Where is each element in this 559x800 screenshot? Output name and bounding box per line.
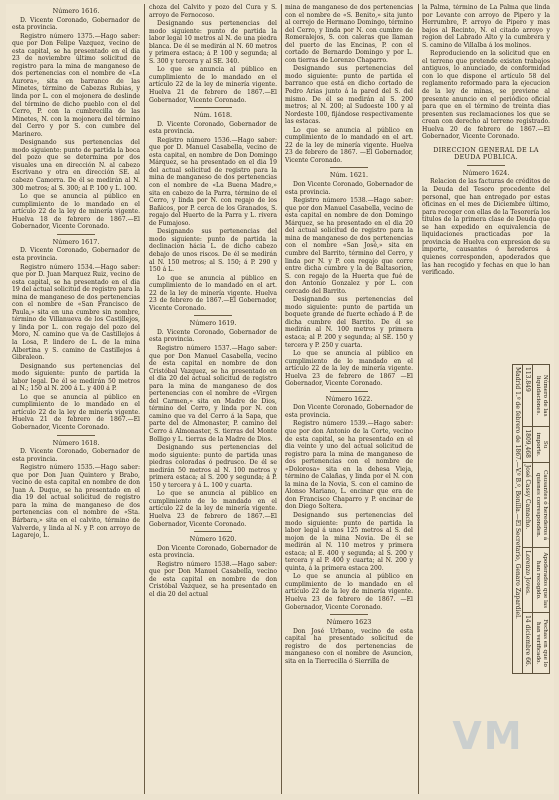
- paragraph: Designando sus pertenencias del modo siguiente: punto de partida unas piedras coloradas ó pedrusco. De él se medirán 50 metros al N. 100 metros y primera estaca; al S. 200 y segunda; á P. 150 y tercera y á L. 100 y cuarta.: [149, 444, 277, 489]
- paragraph: Designando sus pertenencias del modo siguiente: punto de partida la labor legal á unos 125 metros al S. del mojon de la mina Novia. De él se medirán al N. 110 metros y primera estaca; al E. 400 y segunda; al S. 200 y tercera y al P. 400 y cuarta; al N. 200 y quinta, á la primera estaca 200.: [285, 512, 413, 572]
- paragraph: Don Vicente Coronado, Gobernador de esta provincia.: [285, 181, 413, 196]
- paragraph: Lo que se anuncia al público en cumplimiento de lo mandado en el artículo 22 de la ley de minería vigente. Huelva 21 de febrero de 1867.—El Gobernador, Vicente Coronado.: [12, 393, 140, 431]
- column-divider: [144, 4, 145, 794]
- notice-number: Número 1617.: [52, 237, 100, 246]
- paragraph: Lo que se anuncia al público en cumplimiento de lo mandado en el artículo 22 de la ley de minería vigente. Huelva 23 de febrero de 1867. —El Gobernador, Vicente Coronado.: [285, 573, 413, 611]
- column-4-text: [422, 4, 550, 277]
- paragraph: Reproduciendo en la solicitud que en el terreno que pretende existen trabajos antiguos, lo anunciado, de conformidad con lo que dispone el artículo 58 del reglamento reformado para la ejecucion de la ley de minas, se previene al presente anuncio en el periódico oficial para que en el término de treinta dias presenten sus reclamaciones los que se crean con derecho al terreno registrado. Huelva 20 de febrero de 1867.—El Gobernador, Vicente Coronado.: [422, 50, 550, 141]
- notice-number: Número 1616.: [52, 7, 100, 15]
- paragraph: Don José Urbano, vecino de esta capital ha presentado solicitud de registro de dos pertenencias de manganeso con el nombre de Asuncion, sita en la Tierrecilla ó Sierrilla de: [285, 627, 413, 665]
- table-cell: José Cassy Camacho.: [523, 462, 533, 548]
- table-header: Causantes ó herederos á quienes corresponden.: [533, 462, 550, 548]
- section-rule: [330, 167, 368, 168]
- paragraph: Lo que se anuncia al público en cumplimiento de lo mandado en el artículo 22 de la ley de minería vigente. Huelva 23 de febrero de 1867.—El Gobernador, Vicente Coronado.: [149, 490, 277, 528]
- table-cell: 113.849: [523, 365, 533, 427]
- notice-number: Número 1618.: [52, 438, 100, 447]
- paragraph: Registro número 1375.—Hago saber: que por Don Felipe Vazquez, vecino de esta capital, se ha presentado en el dia 23 de noviembre último solicitud de registro para la mina de manganeso de dos pertenencias con el nombre de «La Aurora», sita en barranco de las Minetes, término de Cabezas Rubias, y linda por L. con el mojonera de deslinde del término de dicho pueblo con el del Cerro, P. con la cumbrecilla de las Minetes, N. con la mojonera del término del Cerro y por S. con cumbre del Marinero.: [12, 32, 140, 138]
- library-stamp: VM: [452, 714, 524, 758]
- paragraph: choza del Calvito y pozo del Cura y S. arroyo de Fernocoso.: [149, 4, 277, 19]
- table-header: Fechas en que lo han verificado.: [533, 613, 550, 674]
- paragraph: Don Vicente Coronado, Gobernador de esta provincia.: [285, 404, 413, 419]
- notice-number: Número 1624.: [462, 168, 510, 177]
- paragraph: Lo que se anuncia al público en cumplimiento de lo mandado en el artículo 22 de la ley de minería vigente. Huelva 21 de febrero de 1867.—El Gobernador, Vicente Coronado.: [149, 66, 277, 104]
- paragraph: Registro número 1535.—Hago saber: que por Don Juan Quintero y Brabo, vecino de esta capital en nombre de don Juan A. Duque, se ha presentado en el dia 19 del actual solicitud de registro para la mina de manganeso de dos pertenencias con el nombre de «Sta. Bárbara,» sita en el calvito, término de Valverde, y linda al N. y P. con arroyo de Lagarejo, L.: [12, 464, 140, 540]
- paragraph: Designando sus pertenencias del modo siguiente: punto de partida un boquete grande de fuerte echado á P. de dicha cumbre del Barrito. De él se medirán al N. 100 metros y primera estaca; al P. 200 y segunda; al SE. 150 y tercera y P. 250 y cuarta.: [285, 296, 413, 349]
- section-rule: [194, 107, 232, 108]
- table-header: Su importe.: [533, 427, 550, 463]
- paragraph: Designando sus pertenencias del modo siguiente: punto de partida la labor legal 10 metros al N. de una piedra blanca. De él se medirán al N. 60 metros y primera estaca; á P. 100 y segunda; al S. 300 y tercera y al SE. 340.: [149, 20, 277, 65]
- paragraph: Registro número 1538.—Hago saber: que por Don Manuel Casabella, vecino de esta capital en nombre de don Cristóbal Vazquez, se ha presentado en el dia 20 del actual: [149, 560, 277, 598]
- table-cell: 1809,468: [523, 427, 533, 463]
- paragraph: Lo que se anuncia al público en cumplimiento de lo mandado en el artículo 22 de la ley de minería vigente. Huelva 18 de febrero de 1867.—El Gobernador, Vicente Coronado.: [12, 193, 140, 231]
- paragraph: Designando sus pertenencias del modo siguiente: punto de partida la declinacion hácia L. de dicho cabezo debajo de unos riscos. De él se medirán al N. 150 metros; al S. 150; á P. 290 y 150 á L.: [149, 228, 277, 274]
- table-header: Número de las liquidaciones.: [533, 365, 550, 427]
- section-title: DIRECCION GENERAL DE LA DEUDA PÚBLICA.: [433, 145, 539, 162]
- paragraph: Relacion de las facturas de créditos de la Deuda del Tesoro procedente del personal, que han entregado por estas oficinas en el mes de Diciembre último, para recoger con ellas de la Tesorería los títulos de la primera clase de Deuda que se han expedido en equivalencia de liquidaciones practicadas por la provincia de Huelva con expresion de su importe, causantes ó herederos á quienes corresponden, apoderados que las han recogido y fechas en que lo han verificado.: [422, 178, 550, 277]
- paragraph: Registro número 1539.—Hago saber: que por don Antonio de la Corte, vecino de esta capital, se ha presentado en el dia veinte y uno del actual solicitud de registro para la mina de manganeso de dos pertenencias con el nombre de «Dolorosa» sita en la dehesa Vieja, término de Calañas, y linda por el N. con la mina de la Novia, S. con el camino de Alonso Mariano, L. encinar que era de don Francisco Chaparro y P. encinar de don Diego Soltera.: [285, 420, 413, 511]
- section-rule: [330, 391, 368, 392]
- section-rule: [57, 435, 95, 436]
- paragraph: mina de manganeso de dos pertenencias con el nombre de «S. Benito,» sita junto al cerrejo de Hermano Domingo, término del Cerro, y linda por N. con cumbre de Romeralejos, S. con caleras que llaman del puerto de las Encinas, P. con el cortado de Bernardo Domingo y por L. con tierras de Lorenzo Chaparro.: [285, 4, 413, 64]
- paragraph: D. Vicente Coronado, Gobernador de esta provincia.: [149, 120, 277, 136]
- newspaper-page: [6, 4, 554, 794]
- paragraph: Designando sus pertenencias del modo siguiente: punto de partida la labor legal. De él se medirán 50 metros al N.; 150 al N. 200 á L. y 400 á P.: [12, 362, 140, 393]
- table-header: Apoderados que las han recogido.: [533, 548, 550, 613]
- paragraph: la Palma, término de La Palma que linda por Levante con arroyo de Pipero y la Herrumbre, P. arroyo de Pipero y mas bajos al Recinto, N. el citado arroyo y region del Labrado Alto y la cumbrera y S. camino de Villalba á los molinos.: [422, 4, 550, 49]
- section-rule: [467, 165, 505, 166]
- paragraph: Registro número 1534.—Hago saber: que por D. Juan Marquez Ruiz, vecino de esta capital, se ha presentado en el dia 19 del actual solicitud de registro para la mina de manganeso de dos pertenencias con el nombre de «San Francisco de Paula,» sita en una cumbre sin nombre, término de Villanueva de los Castillejos, y linda por L. con regajo del pozo del Moro, N. camino que va de Castillejos á la Losa, P. lindero de L. de la mina Albertina y S. camino de Castillejos á Gibraleon.: [12, 263, 140, 362]
- table-cell: Lorenzo Joves.: [523, 548, 533, 613]
- paragraph: D. Vicente Coronado, Gobernador de esta provincia.: [12, 448, 140, 463]
- section-rule: [194, 315, 232, 316]
- notice-number: Núm. 1621.: [329, 171, 369, 180]
- paragraph: Registro número 1536.—Hago saber: que por D. Manuel Casabella, vecino de esta capital, en nombre de Don Domingo Márquez, se ha presentado en el dia 19 del actual solicitud de registro para la mina de manganeso de dos pertenencias con el nombre de «La Buena Madre,» sita en cabezo de la Parra, término de el Cerro, y linda por N. con regajo de los Bañicos, por P. cerca de los Granados, S. regajo del Huerto de la Parra y L. rivera de Fumajoso.: [149, 136, 277, 227]
- column-divider: [281, 4, 282, 794]
- paragraph: Registro número 1538.—Hago saber: que por don Manuel Casabella, vecino de esta capital en nombre de don Domingo Márquez, se ha presentado en el dia 20 del actual solicitud de registro para la mina de manganeso de dos pertenencias con el nombre «San José,» sita en cumbre del Barrito, término del Cerro, y linda por N. y P. con regajo que corre entre dicha cumbre y la de Baltasorion, S. con regajo de la Huerta que fué de don Antonio Gonzalez y por L. con cercado del Barrito.: [285, 197, 413, 295]
- notice-number: Número 1619.: [189, 319, 237, 328]
- paragraph: Lo que se anuncia al público en cumplimiento de lo mandado en el art. 22 de la ley de minería vigente. Huelva 23 de febrero de 1867.—El Gobernador, Vicente Coronado.: [149, 274, 277, 312]
- paragraph: Designando sus pertenencias del modo siguiente: punto de partida el barranco que está en dicho cortado de Pedro Arias junto á la pared del S. del mismo. De él se medirán al S. 200 metros; al N. 200; al Sudoeste 100 y al Nordeste 100, fijándose respectivamente las estacas.: [285, 65, 413, 126]
- notice-number: Número 1620.: [189, 535, 237, 544]
- column-2: [149, 4, 277, 794]
- paragraph: D. Vicente Coronado, Gobernador de esta provincia.: [12, 16, 140, 32]
- column-4: [422, 4, 550, 794]
- paragraph: D. Vicente Coronado, Gobernador de esta provincia.: [12, 247, 140, 262]
- section-rule: [57, 234, 95, 235]
- paragraph: Designando sus pertenencias del modo siguiente: punto de partida la boca del pozo que se determina por dos visuales una en dirección N. al cabezo Escrivano y otra en dirección SE. al cabezo Camorra. De él se medirán al N. 300 metros; al S. 300; al P. 100 y L. 100.: [12, 139, 140, 192]
- column-1: [12, 4, 140, 794]
- paragraph: D. Vicente Coronado, Gobernador de esta provincia.: [149, 328, 277, 344]
- table-footer: Madrid 1.º de febrero de 1867.—V.º B.º, Bonilla.—El Secretario, Genaro Zapardiel.: [513, 365, 523, 674]
- section-rule: [194, 531, 232, 532]
- column-3: [285, 4, 413, 794]
- column-divider: [418, 4, 419, 794]
- notice-number: Núm. 1618.: [193, 111, 233, 120]
- table-cell: 14 diciembre 66.: [523, 613, 533, 674]
- paragraph: Registro número 1537.—Hago saber: que por Don Manuel Casabella, vecino de esta capital en nombre de don Cristóbal Vazquez, se ha presentado en el dia 20 del actual solicitud de registro para la mina de manganeso de dos pertenencias con el nombre de «Virgen del Carmen,» sita en Madre de Dios, término del Cerro, y linda por N. con camino que va del Cerro á la Sapa, que parte del de Almonaster, P. camino del Cerro á Almonaster, S. tierras del Monte Bolligo y L. tierras de la Madre de Dios.: [149, 344, 277, 443]
- paragraph: Lo que se anuncia al público en cumplimiento de lo mandado en el art. 22 de la ley de minería vigente. Huelva 23 de febrero de 1867. —El Gobernador, Vicente Coronado.: [285, 126, 413, 164]
- notice-number: Número 1622.: [325, 394, 373, 403]
- notice-number: Número 1623: [326, 618, 372, 627]
- paragraph: Don Vicente Coronado, Gobernador de esta provincia.: [149, 544, 277, 560]
- paragraph: Lo que se anuncia al público en cumplimiento de lo mandado en el artículo 22 de la ley de minería vigente. Huelva 23 de febrero de 1867 —El Gobernador, Vicente Coronado.: [285, 350, 413, 388]
- section-rule: [330, 614, 368, 615]
